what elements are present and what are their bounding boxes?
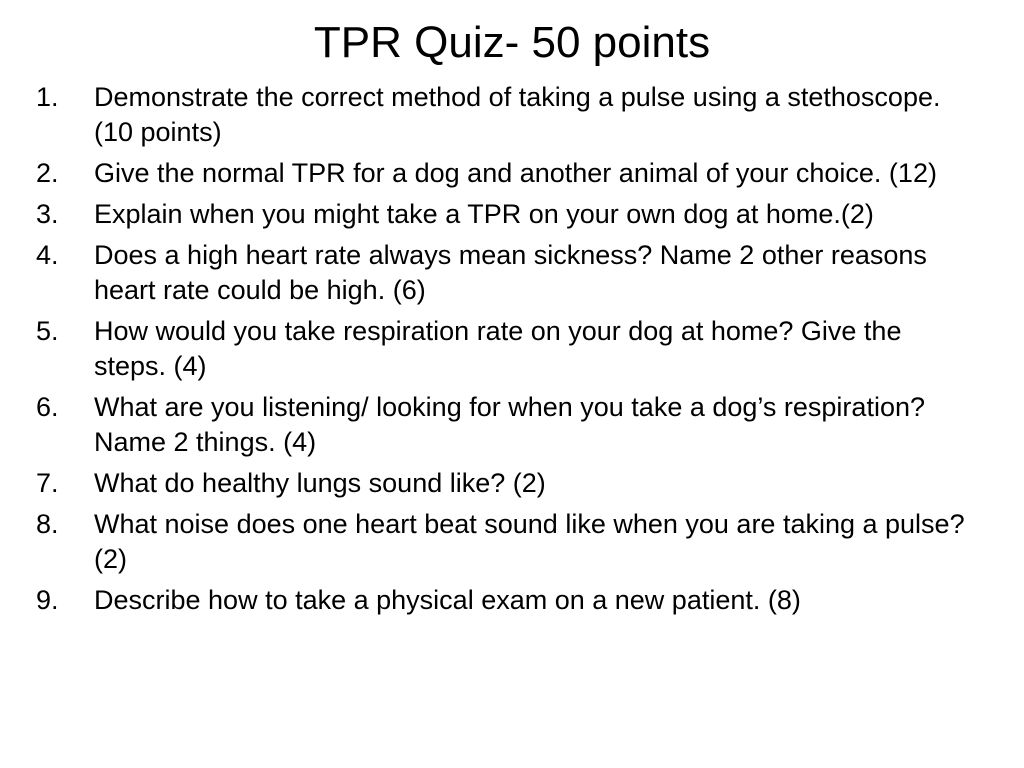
question-item: [36, 466, 996, 501]
question-number: 1.: [36, 82, 59, 112]
question-text: How would you take respiration rate on your dog at home? Give the steps. (4): [94, 316, 902, 381]
question-number: 6.: [36, 392, 59, 422]
question-item: [36, 156, 996, 191]
slide-title: TPR Quiz- 50 points: [313, 18, 711, 67]
question-item: [36, 583, 996, 618]
question-item: [36, 80, 996, 150]
question-text: Give the normal TPR for a dog and another animal of your choice. (12): [94, 158, 937, 188]
question-text: What noise does one heart beat sound like when you are taking a pulse? (2): [94, 509, 965, 574]
question-text: Does a high heart rate always mean sickness? Name 2 other reasons heart rate could be high. (6): [94, 240, 927, 305]
question-item: [36, 238, 996, 308]
question-number: 5.: [36, 316, 59, 346]
question-item: [36, 390, 996, 460]
question-number: 2.: [36, 158, 59, 188]
question-number: 7.: [36, 468, 59, 498]
question-number: 3.: [36, 199, 59, 229]
question-text: Describe how to take a physical exam on a new patient. (8): [94, 585, 801, 615]
question-text: What do healthy lungs sound like? (2): [94, 468, 546, 498]
question-number: 4.: [36, 240, 59, 270]
question-list: [36, 80, 996, 624]
question-number: 8.: [36, 509, 59, 539]
question-number: 9.: [36, 585, 59, 615]
question-item: [36, 314, 996, 384]
question-text: What are you listening/ looking for when you take a dog’s respiration? Name 2 things. (4): [94, 392, 925, 457]
question-item: [36, 507, 996, 577]
question-text: Demonstrate the correct method of taking a pulse using a stethoscope.(10 points): [94, 82, 941, 147]
question-text: Explain when you might take a TPR on your own dog at home.(2): [94, 199, 874, 229]
question-item: [36, 197, 996, 232]
